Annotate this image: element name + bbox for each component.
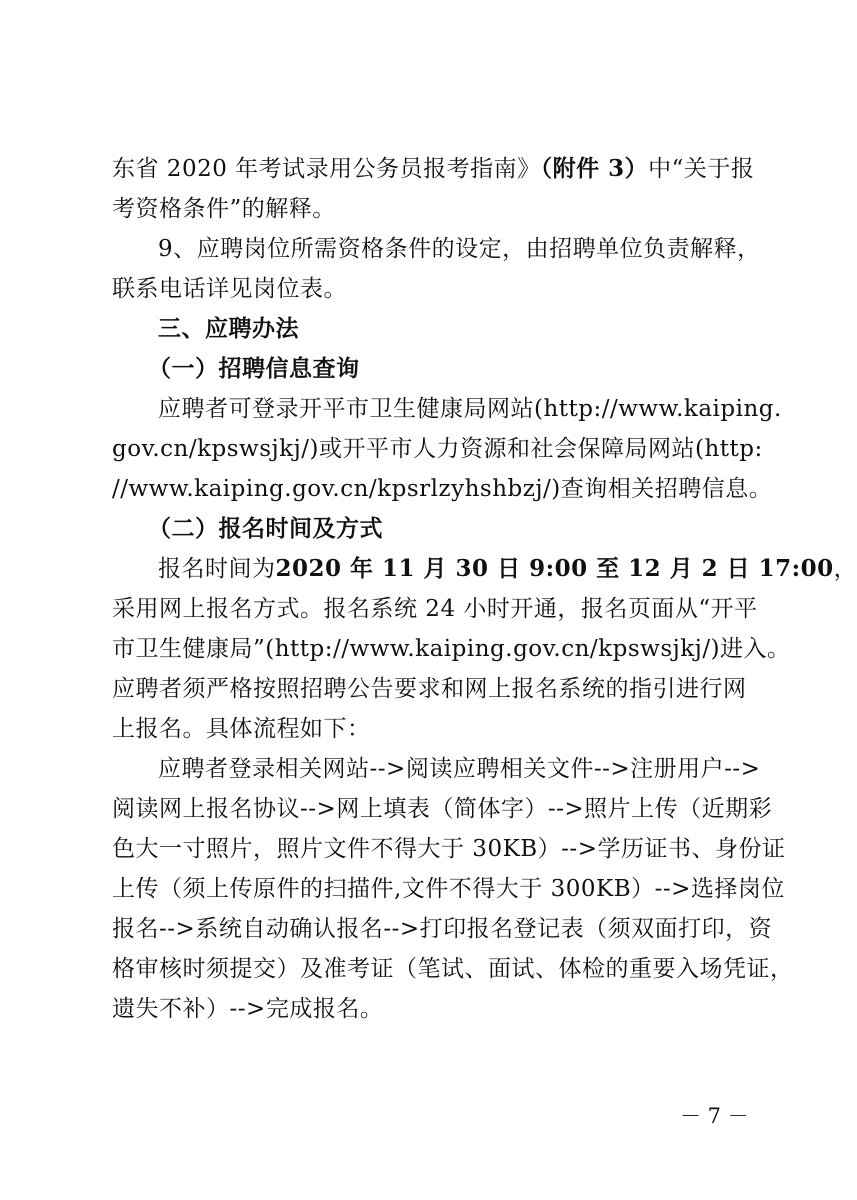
paragraph-line-11: [158, 554, 857, 584]
paragraph-line-22: 遗失不补）-->完成报名。: [112, 996, 384, 1022]
paragraph-line-21: 格审核时须提交）及准考证（笔试、面试、体检的重要入场凭证，: [112, 956, 794, 982]
paragraph-line-19: 上传（须上传原件的扫描件,文件不得大于 300KB）-->选择岗位: [112, 876, 785, 902]
paragraph-line-14: 应聘者须严格按照招聘公告要求和网上报名系统的指引进行网: [112, 676, 747, 702]
paragraph-line-4: 联系电话详见岗位表。: [112, 276, 347, 302]
paragraph-line-20: 报名-->系统自动确认报名-->打印报名登记表（须双面打印，资: [112, 916, 773, 942]
paragraph-line-7: 应聘者可登录开平市卫生健康局网站(http://www.kaiping.: [158, 396, 782, 422]
subsection-heading-2: （二）报名时间及方式: [148, 515, 383, 542]
paragraph-line-2: 考资格条件”的解释。: [112, 196, 336, 222]
page-number: － 7 －: [680, 1104, 749, 1128]
text-segment: ，: [833, 556, 857, 582]
subsection-heading-1: （一）招聘信息查询: [148, 355, 360, 382]
paragraph-line-3: 9、应聘岗位所需资格条件的设定，由招聘单位负责解释，: [158, 236, 761, 262]
text-segment: 东省 2020 年考试录用公务员报考指南》: [112, 156, 541, 182]
paragraph-line-8: gov.cn/kpswsjkj/)或开平市人力资源和社会保障局网站(http:: [112, 436, 763, 462]
paragraph-line-15: 上报名。具体流程如下：: [112, 716, 371, 742]
paragraph-line-18: 色大一寸照片，照片文件不得大于 30KB）-->学历证书、身份证: [112, 836, 786, 862]
paragraph-line-17: 阅读网上报名协议-->网上填表（简体字）-->照片上传（近期彩: [112, 796, 773, 822]
text-segment: 报名时间为: [158, 556, 276, 582]
paragraph-line-1: [112, 154, 754, 184]
paragraph-line-9: //www.kaiping.gov.cn/kpsrlzyhshbzj/)查询相关招聘信息。: [112, 476, 773, 502]
paragraph-line-16: 应聘者登录相关网站-->阅读应聘相关文件-->注册用户-->: [158, 756, 761, 782]
registration-time: 2020 年 11 月 30 日 9:00 至 12 月 2 日 17:00: [275, 555, 834, 582]
text-segment: 中“关于报: [648, 156, 755, 182]
paragraph-line-12: 采用网上报名方式。报名系统 24 小时开通，报名页面从“开平: [112, 596, 758, 622]
attachment-reference: （附件 3）: [540, 155, 649, 182]
paragraph-line-13: 市卫生健康局”(http://www.kaiping.gov.cn/kpswsjkj/)进入。: [112, 636, 791, 662]
section-heading: 三、应聘办法: [158, 315, 299, 342]
